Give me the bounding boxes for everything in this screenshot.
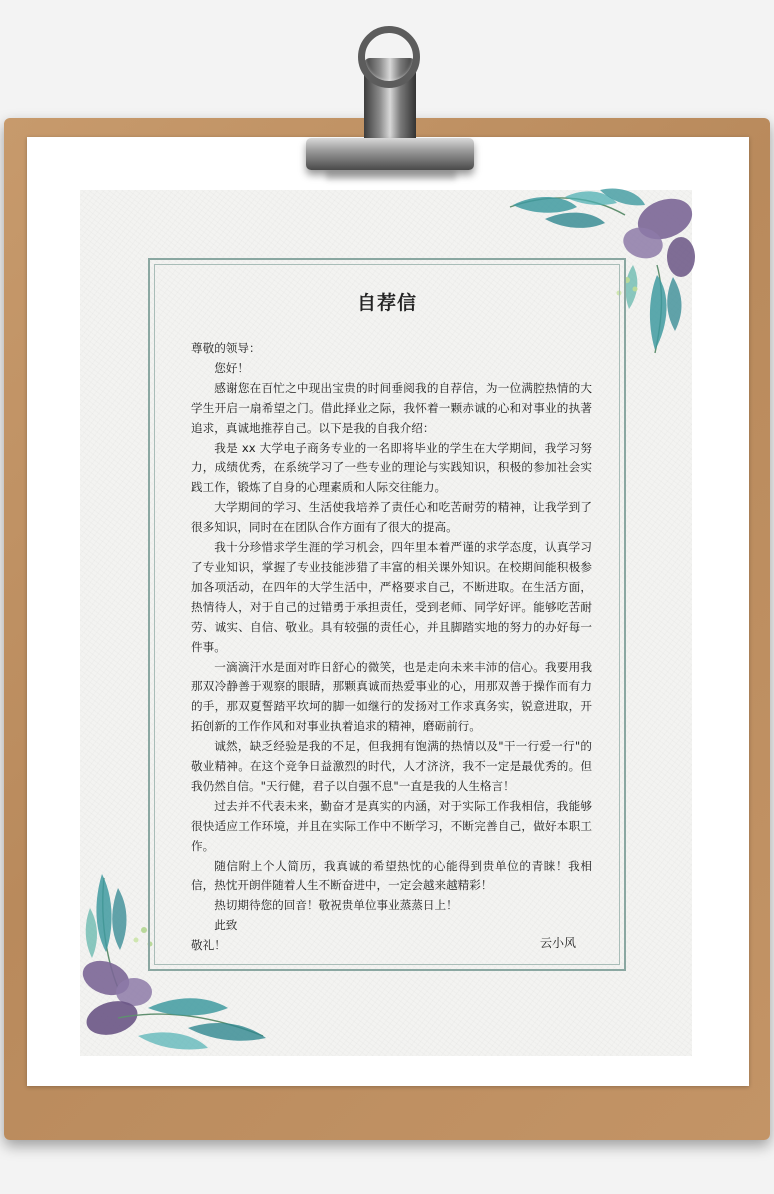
- letter-body: [191, 339, 592, 956]
- letter-paragraph: 过去并不代表未来，勤奋才是真实的内涵，对于实际工作我相信，我能够很快适应工作环境，并且在实际工作中不断学习，不断完善自己，做好本职工作。: [191, 798, 592, 853]
- letter-paragraph: 热切期待您的回音！敬祝贵单位事业蒸蒸日上！: [214, 898, 458, 913]
- letter-paragraph: 大学期间的学习、生活使我培养了责任心和吃苦耐劳的精神，让我学到了很多知识，同时在在团队合作方面有了很大的提高。: [191, 500, 592, 535]
- letter-paragraph: 一滴滴汗水是面对昨日舒心的微笑，也是走向未来丰沛的信心。我要用我那双冷静善于观察的眼睛，那颗真诚而热爱事业的心，用那双善于操作而有力的手，那双夏誓踏平坎坷的脚一如继行的发扬对工作求真务实，锐意进取，开拓创新的工作作风和对事业执着追求的精神，磨砺前行。: [191, 659, 592, 734]
- closing: 敬礼！: [191, 938, 226, 953]
- binder-clip-ring: [358, 26, 420, 88]
- binder-clip-base: [306, 138, 474, 170]
- letter-paragraph: 随信附上个人简历，我真诚的希望热忱的心能得到贵单位的青睐！我相信，热忱开朗伴随着人生不断奋进中，一定会越来越精彩！: [191, 858, 592, 893]
- greeting: 您好！: [214, 360, 249, 375]
- letter-title: 自荐信: [356, 292, 417, 314]
- letter-paragraph: 我十分珍惜求学生涯的学习机会，四年里本着严谨的求学态度，认真学习了专业知识，掌握了专业技能涉猎了丰富的相关课外知识。在校期间能积极参加各项活动，在四年的大学生活中，严格要求自己，不断进取。在生活方面，热情待人，对于自己的过错勇于承担责任，受到老师、同学好评。能够吃苦耐劳、诚实、自信、敬业。具有较强的责任心，并且脚踏实地的努力的办好每一件事。: [191, 540, 592, 654]
- letter-paragraph: 此致: [214, 918, 238, 933]
- signature: 云小风: [540, 936, 577, 950]
- binder-clip-shadow: [326, 170, 456, 180]
- salutation: 尊敬的领导：: [191, 341, 261, 355]
- letter-paragraph: 感谢您在百忙之中现出宝贵的时间垂阅我的自荐信，为一位满腔热情的大学生开启一扇希望之门。借此择业之际，我怀着一颗赤诚的心和对事业的执著追求，真诚地推荐自己。以下是我的自我介绍：: [191, 380, 592, 435]
- letter-paragraph: 诚然，缺乏经验是我的不足，但我拥有饱满的热情以及"干一行爱一行"的敬业精神。在这个竞争日益激烈的时代，人才济济，我不一定是最优秀的。但我仍然自信。"天行健，君子以自强不息"一直是我的人生格言！: [191, 739, 592, 793]
- letter-paragraph: 我是 xx 大学电子商务专业的一名即将毕业的学生在大学期间，我学习努力，成绩优秀，在系统学习了一些专业的理论与实践知识，积极的参加社会实践工作，锻炼了自身的心理素质和人际交往能力。: [191, 440, 592, 495]
